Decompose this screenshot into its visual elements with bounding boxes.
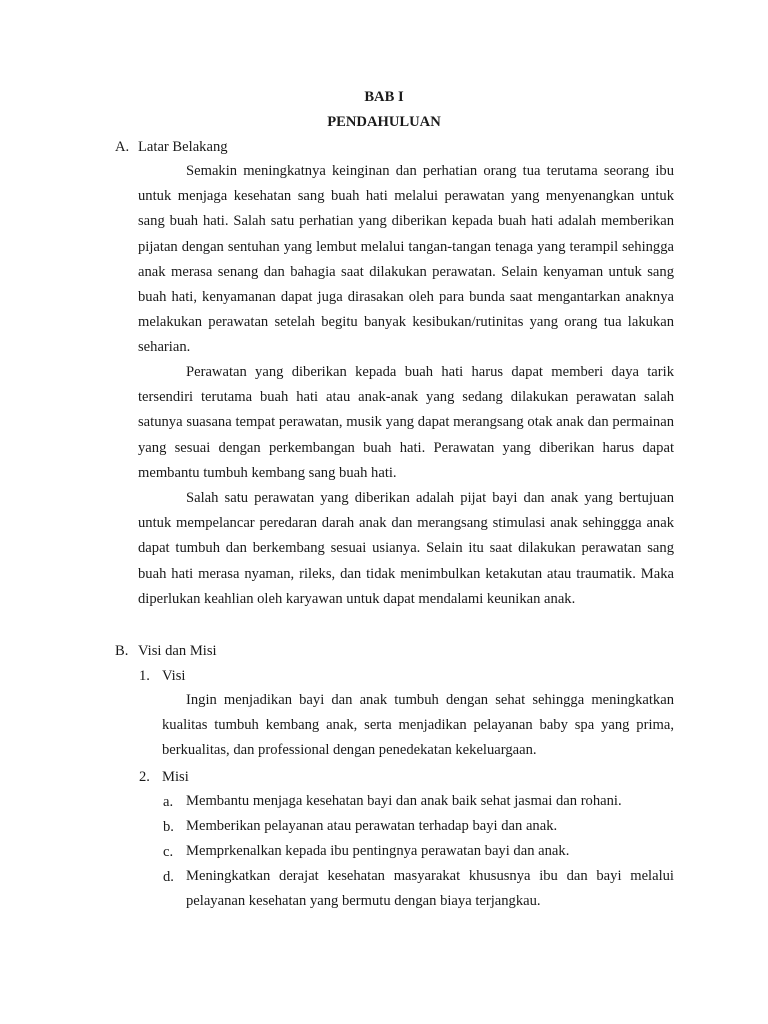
misi-title: Misi — [162, 769, 189, 785]
section-b-title: Visi dan Misi — [138, 643, 217, 659]
misi-item-d-text: Meningkatkan derajat kesehatan masyarakat khususnya ibu dan bayi melalui pelayanan kesehatan yang bermutu dengan biaya terjangkau. — [186, 868, 674, 910]
paragraph-latar-3: Salah satu perawatan yang diberikan adalah pijat bayi dan anak yang bertujuan untuk mempelancar peredaran darah anak dan merangsang stimulasi anak sehinggga anak dapat tumbuh dan berkembang sesuai usianya. Selain itu saat dilakukan perawatan sang buah hati merasa nyaman, rileks, dan tidak menimbulkan ketakutan atau traumatik. Maka diperlukan keahlian oleh karyawan untuk dapat mendalami keunikan anak. — [138, 490, 674, 607]
misi-item-d-marker: d. — [163, 869, 174, 885]
misi-item-c-marker: c. — [163, 844, 174, 860]
misi-marker: 2. — [139, 769, 150, 785]
visi-title: Visi — [162, 668, 186, 684]
section-a-title: Latar Belakang — [138, 139, 228, 155]
misi-item-a-marker: a. — [163, 794, 174, 810]
chapter-title: PENDAHULUAN — [327, 114, 441, 130]
misi-item-c-text: Memprkenalkan kepada ibu pentingnya perawatan bayi dan anak. — [186, 843, 570, 859]
paragraph-latar-1: Semakin meningkatnya keinginan dan perhatian orang tua terutama seorang ibu untuk menjaga kesehatan sang buah hati melalui perawatan yang menyenangkan untuk sang buah hati. Salah satu perhatian yang diberikan kepada buah hati adalah memberikan pijatan dengan sentuhan yang lembut melalui tangan-tangan tenaga yang terampil sehingga anak merasa senang dan bahagia saat dilakukan perawatan. Selain kenyaman untuk sang buah hati, kenyamanan dapat juga dirasakan oleh para bunda saat mengantarkan anaknya melakukan perawatan setelah begitu banyak kesibukan/rutinitas yang orang tua lakukan seharian. — [138, 163, 674, 356]
visi-marker: 1. — [139, 668, 150, 684]
visi-text: Ingin menjadikan bayi dan anak tumbuh dengan sehat sehingga meningkatkan kualitas tumbuh kembang anak, serta menjadikan pelayanan baby spa yang prima, berkualitas, dan professional dengan penedekatan kekeluargaan. — [162, 692, 674, 759]
misi-item-b-text: Memberikan pelayanan atau perawatan terhadap bayi dan anak. — [186, 818, 558, 834]
section-a-marker: A. — [115, 139, 130, 155]
section-b-marker: B. — [115, 643, 129, 659]
chapter-number: BAB I — [364, 89, 404, 105]
misi-item-a-text: Membantu menjaga kesehatan bayi dan anak baik sehat jasmai dan rohani. — [186, 793, 622, 809]
misi-item-b-marker: b. — [163, 819, 174, 835]
paragraph-latar-2: Perawatan yang diberikan kepada buah hati harus dapat memberi daya tarik tersendiri terutama buah hati atau anak-anak yang sedang dilakukan perawatan salah satunya suasana tempat perawatan, musik yang dapat merangsang otak anak dan permainan yang sesuai dengan perkembangan buah hati. Perawatan yang diberikan harus dapat membantu tumbuh kembang sang buah hati. — [138, 364, 674, 481]
